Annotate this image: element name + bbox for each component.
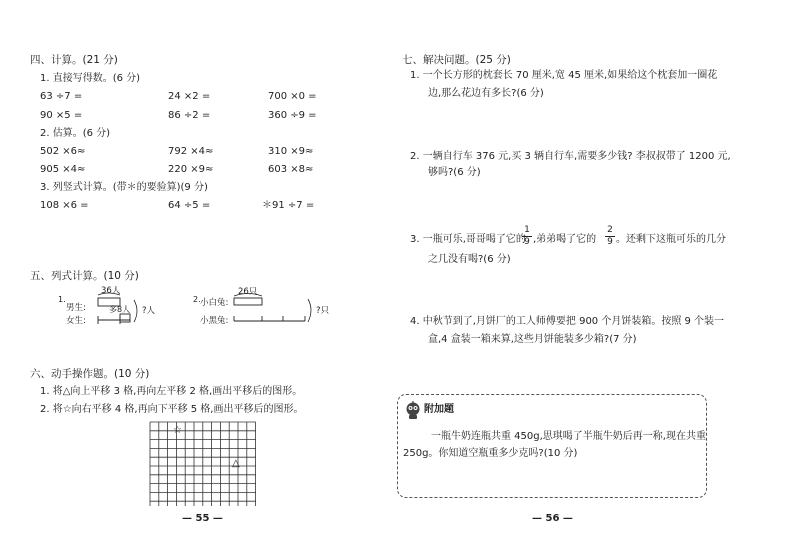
operation-1: 1. 将△向上平移 3 格,再向左平移 2 格,画出平移后的图形。 <box>40 386 303 397</box>
section-5-title: 五、列式计算。(10 分) <box>30 270 139 282</box>
question-4-line-1: 4. 中秋节到了,月饼厂的工人师傅要把 900 个月饼装箱。按照 9 个装一 <box>410 316 725 327</box>
vertical-calc: ＊91 ÷7 = <box>262 200 315 211</box>
fraction-1-numerator: 1 <box>524 225 530 235</box>
sub-question-3: 3. 列竖式计算。(带＊的要验算)(9 分) <box>40 182 208 193</box>
direct-calc: 700 ×0 = <box>268 91 317 102</box>
fraction-2 <box>605 225 615 248</box>
estimate-calc: 603 ×8≈ <box>268 164 314 175</box>
section-4-title: 四、计算。(21 分) <box>30 54 118 66</box>
question-2-line-1: 2. 一辆自行车 376 元,买 3 辆自行车,需要多少钱? 李叔叔带了 1200 元, <box>410 151 731 162</box>
white-value-label: 26只 <box>238 287 258 297</box>
sub-question-2: 2. 估算。(6 分) <box>40 128 111 139</box>
extra-question-line-1: 一瓶牛奶连瓶共重 450g,思琪喝了半瓶牛奶后再一称,现在共重 <box>431 431 706 442</box>
direct-calc: 63 ÷7 = <box>40 91 83 102</box>
question-1-line-1: 1. 一个长方形的枕套长 70 厘米,宽 45 厘米,如果给这个枕套加一圈花 <box>410 70 718 81</box>
extra-question-box <box>397 394 707 498</box>
estimate-calc: 220 ×9≈ <box>168 164 214 175</box>
estimate-calc: 310 ×9≈ <box>268 146 314 157</box>
extra-question-title: 附加题 <box>424 404 454 415</box>
fraction-1-denominator: 9 <box>522 236 532 248</box>
question-2-line-2: 够吗?(6 分) <box>428 167 481 178</box>
fraction-1 <box>522 225 532 248</box>
operation-2: 2. 将☆向右平移 4 格,再向下平移 5 格,画出平移后的图形。 <box>40 404 304 415</box>
estimate-calc: 502 ×6≈ <box>40 146 86 157</box>
question-4-line-2: 盒,4 盒装一箱来算,这些月饼能装多少箱?(7 分) <box>428 334 637 345</box>
question-3-part-3: 。还剩下这瓶可乐的几分 <box>616 234 726 245</box>
question-3-line-2: 之几没有喝?(6 分) <box>428 254 511 265</box>
boys-value-label: 36人 <box>101 286 121 296</box>
direct-calc: 24 ×2 = <box>168 91 211 102</box>
fraction-2-numerator: 2 <box>607 225 613 235</box>
star-icon: ☆ <box>173 425 182 436</box>
boys-label: 男生: <box>66 303 86 313</box>
estimate-calc: 905 ×4≈ <box>40 164 86 175</box>
page-number-left: — 55 — <box>182 513 223 524</box>
question-label-2: ?只 <box>316 306 330 316</box>
more-label: 多8人 <box>109 305 131 314</box>
direct-calc: 360 ÷9 = <box>268 110 317 121</box>
fraction-2-denominator: 9 <box>605 236 615 248</box>
section-7-title: 七、解决问题。(25 分) <box>402 54 511 66</box>
direct-calc: 90 ×5 = <box>40 110 83 121</box>
triangle-icon: △ <box>232 458 240 469</box>
vertical-calc: 108 ×6 = <box>40 200 89 211</box>
translation-grid <box>149 421 269 506</box>
black-rabbit-label: 小黑兔: <box>200 316 229 326</box>
section-6-title: 六、动手操作题。(10 分) <box>30 368 150 380</box>
vertical-calc: 64 ÷5 = <box>168 200 211 211</box>
direct-calc: 86 ÷2 = <box>168 110 211 121</box>
mascot-icon <box>403 400 423 420</box>
diagram-1-number: 1. <box>58 295 66 304</box>
girls-label: 女生: <box>66 316 86 326</box>
extra-question-line-2: 250g。你知道空瓶重多少克吗?(10 分) <box>403 448 578 459</box>
question-3-part-1: 3. 一瓶可乐,哥哥喝了它的 <box>410 234 526 245</box>
page-number-right: — 56 — <box>532 513 573 524</box>
question-label: ?人 <box>142 306 156 316</box>
estimate-calc: 792 ×4≈ <box>168 146 214 157</box>
white-rabbit-label: 小白兔: <box>200 298 229 308</box>
diagram-2-number: 2. <box>193 295 201 304</box>
question-3-part-2: ,弟弟喝了它的 <box>533 234 597 245</box>
question-1-line-2: 边,那么花边有多长?(6 分) <box>428 88 544 99</box>
sub-question-1: 1. 直接写得数。(6 分) <box>40 73 141 84</box>
